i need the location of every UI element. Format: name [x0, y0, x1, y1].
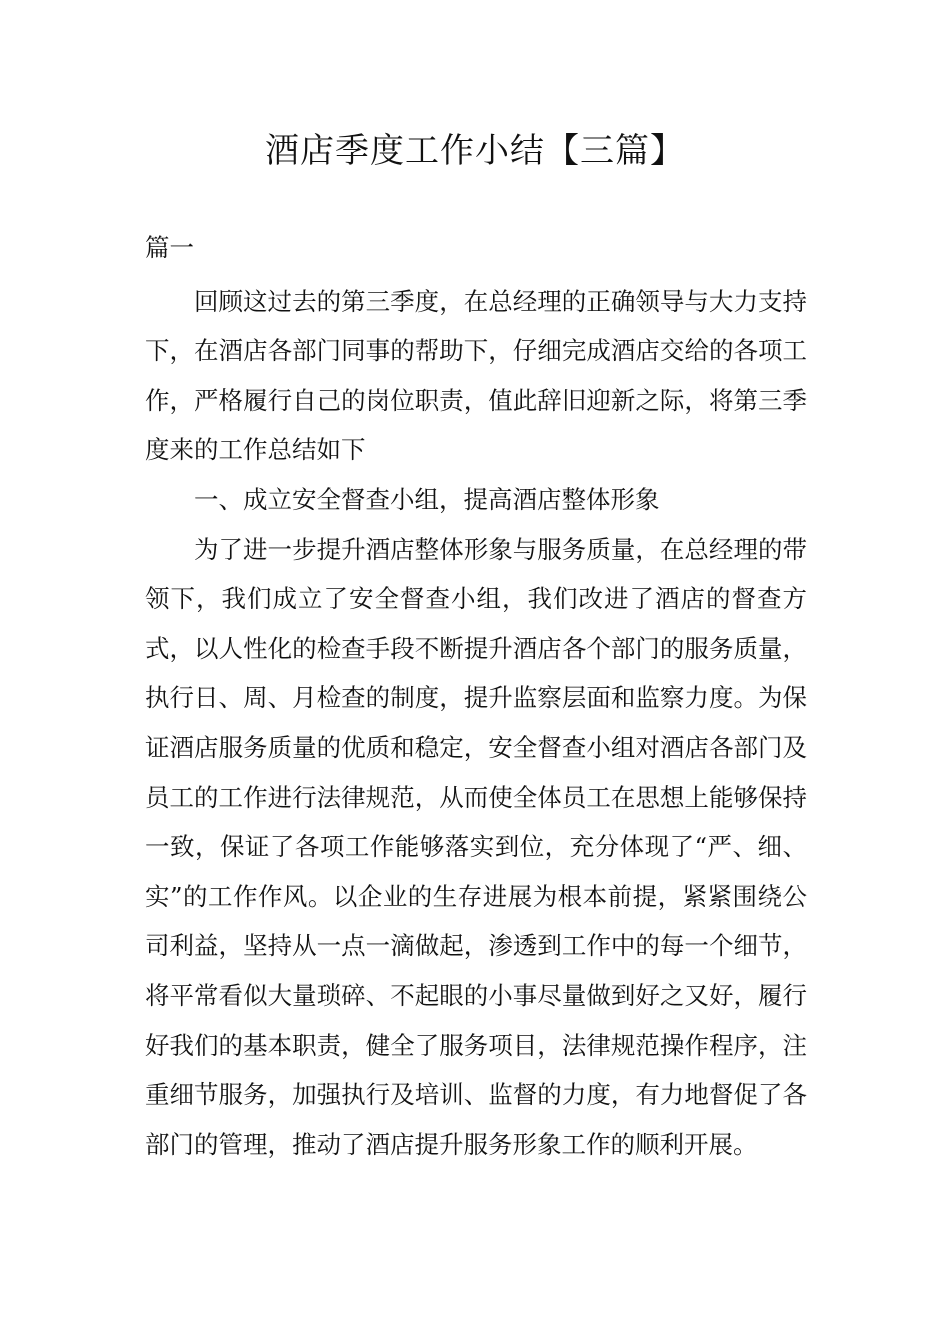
- document-title: 酒店季度工作小结【三篇】: [265, 131, 685, 171]
- section-heading: 一、成立安全督查小组，提高酒店整体形象: [194, 484, 660, 514]
- section-label: 篇一: [145, 233, 194, 262]
- document-body: [145, 223, 807, 1169]
- intro-paragraph: 回顾这过去的第三季度，在总经理的正确领导与大力支持下，在酒店各部门同事的帮助下，仔细完成酒店交给的各项工作，严格履行自己的岗位职责，值此辞旧迎新之际，将第三季度来的工作总结如下: [145, 286, 807, 465]
- body-paragraph: 为了进一步提升酒店整体形象与服务质量，在总经理的带领下，我们成立了安全督查小组，我们改进了酒店的督查方式，以人性化的检查手段不断提升酒店各个部门的服务质量，执行日、周、月检查的制度，提升监察层面和监察力度。为保证酒店服务质量的优质和稳定，安全督查小组对酒店各部门及员工的工作进行法律规范，从而使全体员工在思想上能够保持一致，保证了各项工作能够落实到位，充分体现了“严、细、实”的工作作风。以企业的生存进展为根本前提，紧紧围绕公司利益，坚持从一点一滴做起，渗透到工作中的每一个细节，将平常看似大量琐碎、不起眼的小事尽量做到好之又好，履行好我们的基本职责，健全了服务项目，法律规范操作程序，注重细节服务，加强执行及培训、监督的力度，有力地督促了各部门的管理，推动了酒店提升服务形象工作的顺利开展。: [145, 534, 807, 1159]
